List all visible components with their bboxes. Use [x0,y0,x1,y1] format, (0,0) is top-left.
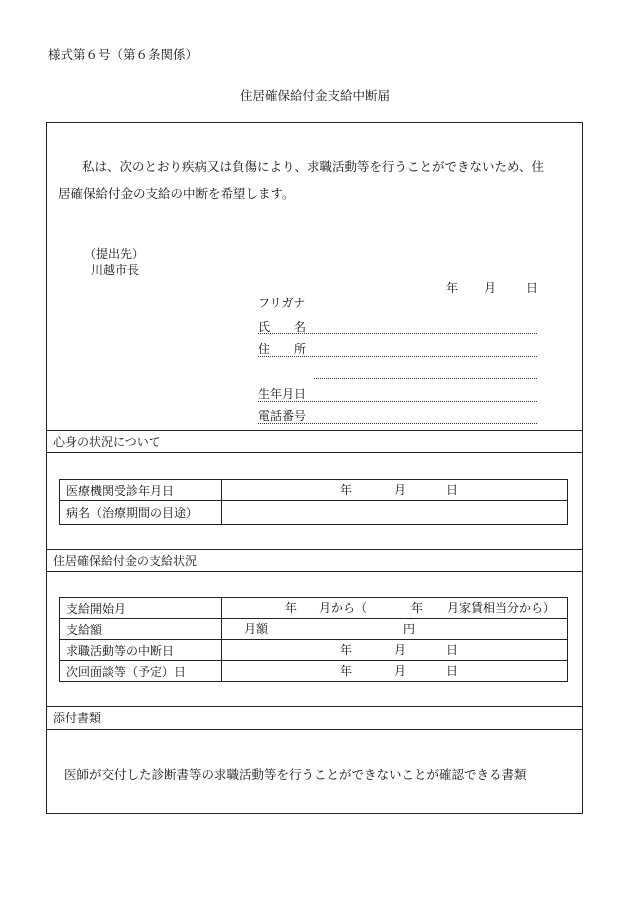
month-label: 月 [394,483,407,497]
payment-amount-label: 支給額 [60,619,222,640]
table-row [60,598,568,619]
year-label: 年 [285,601,298,615]
day-label: 日 [446,643,459,657]
furigana-label: フリガナ [258,296,306,310]
next-interview-field[interactable] [222,661,568,682]
phone-label: 電話番号 [258,409,307,423]
phone-field[interactable] [258,423,537,424]
payment-table [59,597,568,682]
year-label: 年 [411,601,424,615]
payment-start-field[interactable] [222,598,568,619]
name-label: 氏 名 [258,320,307,334]
attachments-section-title: 添付書類 [53,711,102,725]
divider [46,549,583,550]
payment-start-label: 支給開始月 [60,598,222,619]
date-month-label: 月 [484,281,497,295]
year-label: 年 [340,483,353,497]
month-label: 月 [394,664,407,678]
name-field[interactable] [258,333,537,334]
birthdate-label: 生年月日 [258,387,307,401]
payment-section-title: 住居確保給付金の支給状況 [53,554,198,568]
statement-line-1: 私は、次のとおり疾病又は負傷により、求職活動等を行うことができないため、住 [82,159,545,174]
yen-label: 円 [403,622,416,636]
table-row [60,501,568,525]
from-month-label: 月から（ [319,601,368,615]
address-field[interactable] [258,356,537,357]
date-year-label: 年 [446,281,459,295]
disease-name-label: 病名（治療期間の目途） [60,501,222,525]
divider [46,452,583,453]
year-label: 年 [340,643,353,657]
rent-equivalent-label: 月家賃相当分から） [447,601,556,615]
submission-label: （提出先） [84,247,145,261]
date-day-label: 日 [526,281,539,295]
table-row [60,661,568,682]
year-label: 年 [340,664,353,678]
form-frame [46,122,583,814]
form-number: 様式第６号（第６条関係） [48,47,199,62]
address-field-line-2[interactable] [314,378,537,379]
document-title: 住居確保給付金支給中断届 [239,88,390,103]
address-label: 住 所 [258,342,307,356]
table-row [60,480,568,501]
divider [46,571,583,572]
payment-amount-field[interactable] [222,619,568,640]
statement-text [58,153,578,207]
divider [46,729,583,730]
divider [46,430,583,431]
birthdate-field[interactable] [258,401,537,402]
next-interview-label: 次回面談等（予定）日 [60,661,222,682]
day-label: 日 [446,664,459,678]
medical-visit-date-field[interactable] [222,480,568,501]
table-row [60,619,568,640]
suspension-date-label: 求職活動等の中断日 [60,640,222,661]
statement-line-2: 居確保給付金の支給の中断を希望します。 [58,186,295,201]
health-section-title: 心身の状況について [53,435,161,449]
day-label: 日 [446,483,459,497]
month-label: 月 [394,643,407,657]
attachments-text: 医師が交付した診断書等の求職活動等を行うことができないことが確認できる書類 [64,767,527,782]
table-row [60,640,568,661]
medical-visit-date-label: 医療機関受診年月日 [60,480,222,501]
suspension-date-field[interactable] [222,640,568,661]
divider [46,706,583,707]
submission-recipient: 川越市長 [91,263,140,277]
disease-name-field[interactable] [222,501,568,525]
health-table [59,479,568,525]
monthly-label: 月額 [244,622,269,636]
